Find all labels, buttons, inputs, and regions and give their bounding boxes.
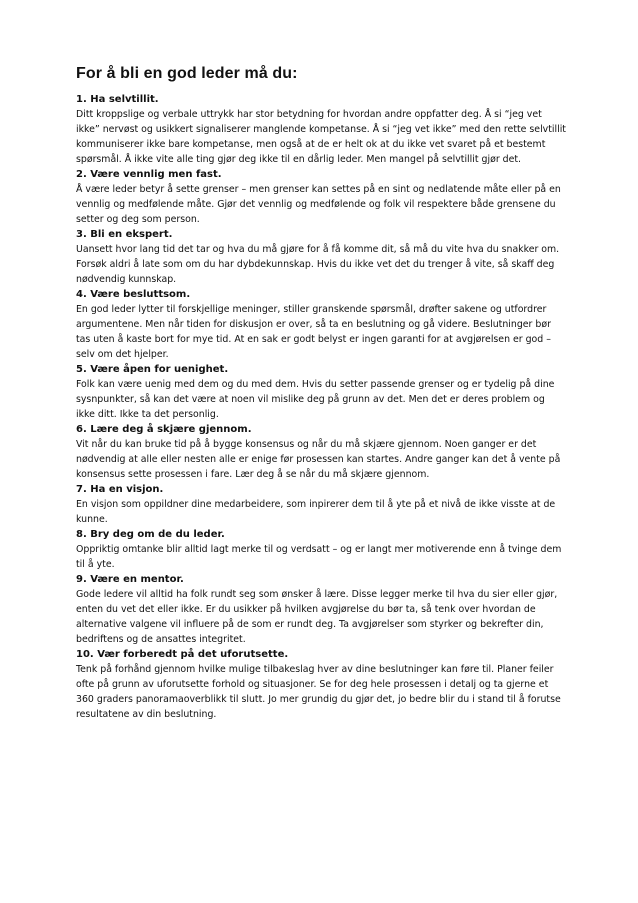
section-body: Uansett hvor lang tid det tar og hva du må gjøre for å få komme dit, så må du vite hva du snakker om. Forsøk aldri å late som om du har dybdekunnskap. Hvis du ikke vet det du trenger å vite, så skaff deg nødvendig kunnskap. (76, 244, 560, 285)
section-body: Oppriktig omtanke blir alltid lagt merke til og verdsatt – og er langt mer motiverende enn å tvinge dem til å yte. (76, 544, 562, 570)
section-5 (76, 362, 566, 422)
section-body: Gode ledere vil alltid ha folk rundt seg som ønsker å lære. Disse legger merke til hva du sier eller gjør, enten du vet det eller ikke. Er du usikker på hvilken avgjørelse du bør ta, så tenk over hvordan de alternative valgene vil influere på de som er rundt deg. Ta avgjørelser som styrker og bekrefter din, bedriftens og de ansattes integritet. (76, 589, 558, 645)
section-4 (76, 287, 566, 362)
document-title: For å bli en god leder må du: (76, 65, 298, 82)
section-heading: 10. Vær forberedt på det uforutsette. (76, 649, 289, 660)
section-heading: 5. Være åpen for uenighet. (76, 364, 229, 375)
section-1 (76, 92, 566, 167)
section-heading: 6. Lære deg å skjære gjennom. (76, 424, 252, 435)
section-heading: 1. Ha selvtillit. (76, 94, 159, 105)
section-heading: 4. Være besluttsom. (76, 289, 191, 300)
section-6 (76, 422, 566, 482)
section-body: En visjon som oppildner dine medarbeidere, som inpirerer dem til å yte på et nivå de ikke visste at de kunne. (76, 499, 556, 525)
section-body: Tenk på forhånd gjennom hvilke mulige tilbakeslag hver av dine beslutninger kan føre til. Planer feiler ofte på grunn av uforutsette forhold og situasjoner. Se for deg hele prosessen i detalj og ta gjerne et 360 graders panoramaoverblikk til slutt. Jo mer grundig du gjør det, jo bedre blir du i stand til å forutse resultatene av din beslutning. (76, 664, 561, 720)
section-9 (76, 572, 566, 647)
section-body: Ditt kroppslige og verbale uttrykk har stor betydning for hvordan andre oppfatter deg. Å si “jeg vet ikke” nervøst og usikkert signaliserer manglende kompetanse. Å si “jeg vet ikke” med den rette selvtillit kommuniserer ikke bare kompetanse, men også at de er helt ok at du ikke vet svaret på et bestemt spørsmål. Å ikke vite alle ting gjør deg ikke til en dårlig leder. Men mangel på selvtillit gjør det. (76, 109, 566, 165)
section-heading: 7. Ha en visjon. (76, 484, 164, 495)
document-page (76, 64, 566, 722)
section-7 (76, 482, 566, 527)
section-8 (76, 527, 566, 572)
section-10 (76, 647, 566, 722)
section-body: En god leder lytter til forskjellige meninger, stiller granskende spørsmål, drøfter sakene og utfordrer argumentene. Men når tiden for diskusjon er over, så ta en beslutning og gå videre. Beslutninger bør tas uten å kaste bort for mye tid. At en sak er godt belyst er ingen garanti for at avgjørelsen er god – selv om det hjelper. (76, 304, 551, 360)
section-body: Vit når du kan bruke tid på å bygge konsensus og når du må skjære gjennom. Noen ganger er det nødvendig at alle eller nesten alle er enige før prosessen kan startes. Andre ganger kan det å vente på konsensus sette prosessen i fare. Lær deg å se når du må skjære gjennom. (76, 439, 561, 480)
section-3 (76, 227, 566, 287)
section-heading: 9. Være en mentor. (76, 574, 184, 585)
section-heading: 8. Bry deg om de du leder. (76, 529, 225, 540)
section-body: Folk kan være uenig med dem og du med dem. Hvis du setter passende grenser og er tydelig på dine sysnpunkter, så kan det være at noen vil mislike deg på grunn av det. Men det er deres problem og ikke ditt. Ikke ta det personlig. (76, 379, 555, 420)
section-heading: 3. Bli en ekspert. (76, 229, 173, 240)
section-body: Å være leder betyr å sette grenser – men grenser kan settes på en sint og nedlatende måte eller på en vennlig og medfølende måte. Gjør det vennlig og medfølende og folk vil respektere både grensene du setter og deg som person. (76, 184, 561, 225)
section-2 (76, 167, 566, 227)
section-heading: 2. Være vennlig men fast. (76, 169, 222, 180)
